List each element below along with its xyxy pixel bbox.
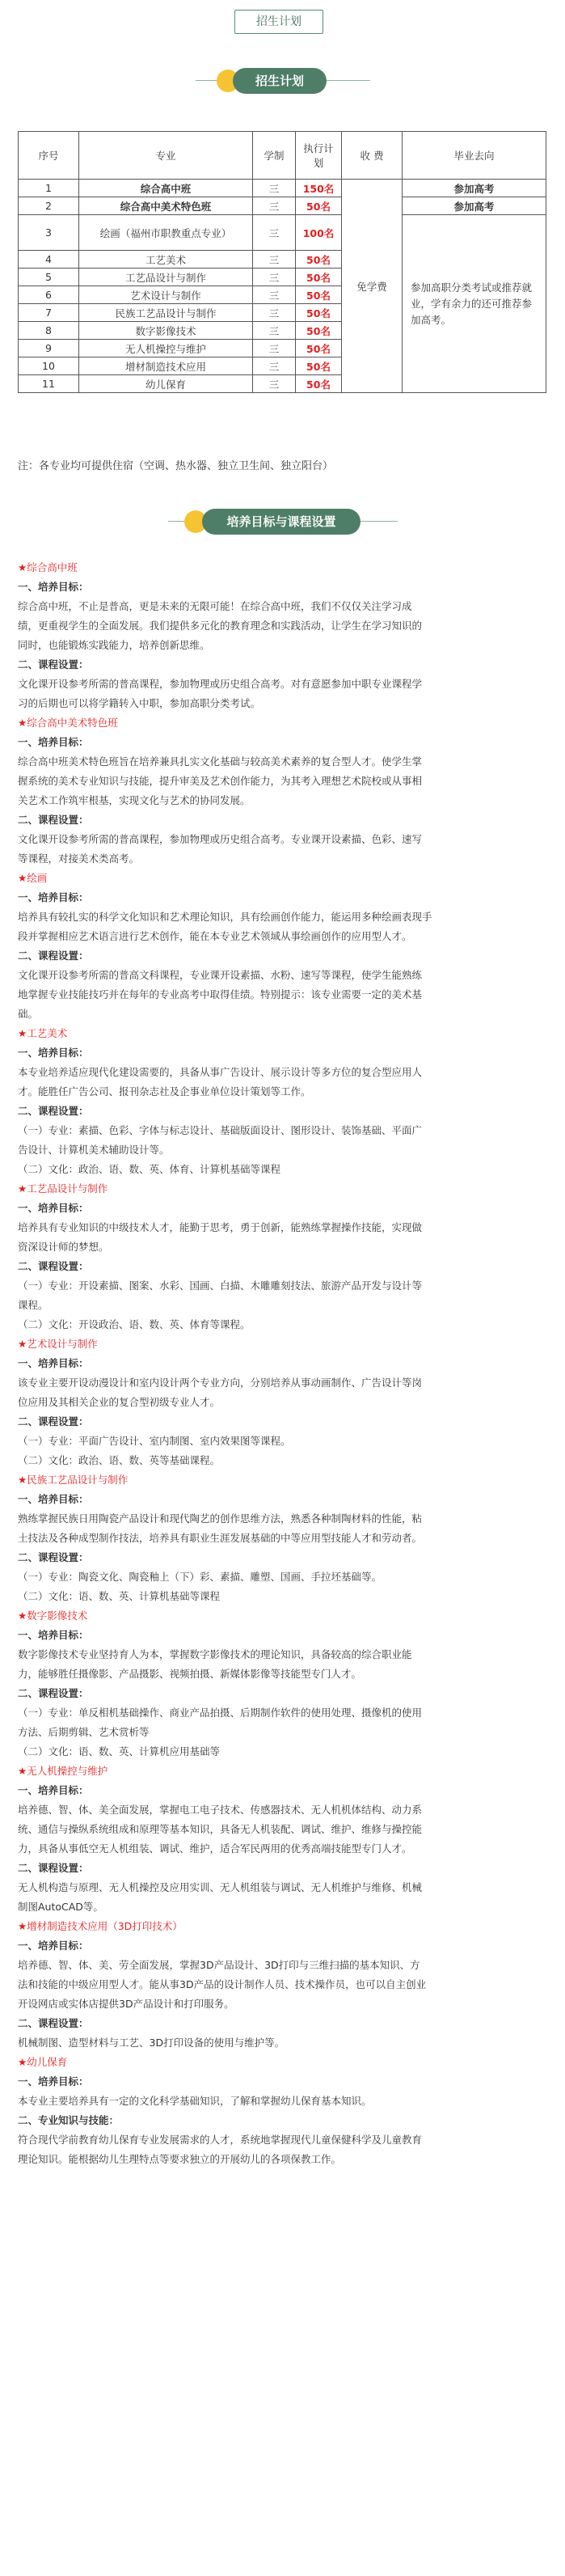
major-heading: ★绘画 xyxy=(18,872,48,884)
cell-major: 艺术设计与制作 xyxy=(79,286,253,304)
body-text: 关艺术工作筑牢根基，实现文化与艺术的协同发展。 xyxy=(18,794,251,806)
block-heading: 一、培养目标： xyxy=(18,1939,89,1952)
cell-major: 无人机操控与维护 xyxy=(79,340,253,357)
cell-number: 6 xyxy=(19,286,79,304)
block-heading: 二、课程设置： xyxy=(18,1687,89,1699)
body-text: 文化课开设参考所需的普高文科课程，专业课开设素描、水粉、速写等课程，使学生能熟练 xyxy=(18,969,423,981)
block-heading: 一、培养目标： xyxy=(18,1493,89,1505)
cell-years: 三 xyxy=(253,286,296,304)
cell-years: 三 xyxy=(253,322,296,340)
block-heading: 一、培养目标： xyxy=(18,2075,89,2087)
cell-number: 3 xyxy=(19,215,79,251)
block-heading: 二、课程设置： xyxy=(18,1260,89,1272)
cell-years: 三 xyxy=(253,197,296,215)
section-header-goals xyxy=(0,505,565,538)
body-text: 位应用及其相关企业的复合型初级专业人才。 xyxy=(18,1396,221,1408)
body-text: 无人机构造与原理、无人机操控及应用实训、无人机组装与调试、无人机维护与维修、机械 xyxy=(18,1881,423,1893)
table-row xyxy=(19,197,546,215)
body-text: 文化课开设参考所需的普高课程，参加物理或历史组合高考。专业课开设素描、色彩、速写 xyxy=(18,833,423,845)
body-text: （一）专业：平面广告设计、室内制图、室内效果图等课程。 xyxy=(18,1435,291,1447)
cell-plan: 50名 xyxy=(296,357,342,375)
col-header: 收 费 xyxy=(342,132,403,180)
block-heading: 二、课程设置： xyxy=(18,1415,89,1428)
section-title: 招生计划 xyxy=(233,68,327,94)
cell-plan: 50名 xyxy=(296,340,342,357)
body-text: 符合现代学前教育幼儿保育专业发展需求的人才，系统地掌握现代儿童保健科学及儿童教育 xyxy=(18,2134,423,2146)
cell-major: 工艺美术 xyxy=(79,251,253,269)
body-text: （二）文化：语、数、英、计算机应用基础等 xyxy=(18,1745,221,1758)
cell-plan: 50名 xyxy=(296,197,342,215)
body-text: （一）专业：开设素描、图案、水彩、国画、白描、木雕雕刻技法、旅游产品开发与设计等 xyxy=(18,1280,423,1292)
block-heading: 一、培养目标： xyxy=(18,1357,89,1369)
body-text: 文化课开设参考所需的普高课程，参加物理或历史组合高考。对有意愿参加中职专业课程学 xyxy=(18,678,423,690)
block-heading: 二、课程设置： xyxy=(18,658,89,670)
body-text: 地掌握专业技能技巧并在每年的专业高考中取得佳绩。特别提示：该专业需要一定的美术基 xyxy=(18,988,423,1000)
body-text: 法和技能的中级应用型人才。能从事3D产品的设计制作人员、技术操作员，也可以自主创业 xyxy=(18,1978,427,1990)
cell-major: 绘画（福州市职教重点专业） xyxy=(79,215,253,251)
body-text: 本专业培养适应现代化建设需要的，具备从事广告设计、展示设计等多方位的复合型应用人 xyxy=(18,1066,423,1078)
cell-major: 数字影像技术 xyxy=(79,322,253,340)
cell-plan: 50名 xyxy=(296,375,342,393)
cell-plan: 50名 xyxy=(296,322,342,340)
cell-plan: 50名 xyxy=(296,251,342,269)
body-text: 土技法及各种成型制作技法，培养具有职业生涯发展基础的中等应用型技能人才和劳动者。 xyxy=(18,1532,423,1544)
cell-major: 工艺品设计与制作 xyxy=(79,269,253,286)
body-text: 培养具有较扎实的科学文化知识和艺术理论知识，具有绘画创作能力，能运用多种绘画表现手 xyxy=(18,911,432,923)
major-heading: ★增材制造技术应用（3D打印技术） xyxy=(18,1920,183,1932)
table-header-row xyxy=(19,132,546,180)
cell-plan: 100名 xyxy=(296,215,342,251)
cell-major: 综合高中班 xyxy=(79,180,253,197)
body-text: 同时，也能锻炼实践能力，培养创新思维。 xyxy=(18,639,210,651)
cell-number: 4 xyxy=(19,251,79,269)
cell-years: 三 xyxy=(253,357,296,375)
body-text: 培养德、智、体、美、劳全面发展，掌握3D产品设计、3D打印与三维扫描的基本知识、方 xyxy=(18,1959,420,1971)
body-text: （二）文化：政治、语、数、英、体育、计算机基础等课程 xyxy=(18,1163,281,1175)
body-text: 力，具备从事低空无人机组装、调试、维护，适合军民两用的优秀高端技能型专门人才。 xyxy=(18,1842,412,1855)
col-header: 执行计划 xyxy=(296,132,342,180)
table-row xyxy=(19,180,546,197)
body-text: 础。 xyxy=(18,1008,39,1020)
cell-number: 7 xyxy=(19,304,79,322)
body-text: 培养德、智、体、美全面发展，掌握电工电子技术、传感器技术、无人机机体结构、动力系 xyxy=(18,1804,423,1816)
body-text: 课程。 xyxy=(18,1299,48,1311)
col-header: 序号 xyxy=(19,132,79,180)
body-text: （一）专业：单反相机基础操作、商业产品拍摄、后期制作软件的使用处理、摄像机的使用 xyxy=(18,1707,423,1719)
body-text: 综合高中班，不止是普高，更是未来的无限可能！在综合高中班，我们不仅仅关注学习成 xyxy=(18,600,412,612)
block-heading: 二、课程设置： xyxy=(18,1862,89,1874)
cell-years: 三 xyxy=(253,304,296,322)
body-text: 理论知识。能根据幼儿生理特点等要求独立的开展幼儿的各项保教工作。 xyxy=(18,2153,342,2165)
body-text: 机械制图、造型材料与工艺、3D打印设备的使用与维护等。 xyxy=(18,2037,285,2049)
major-heading: ★幼儿保育 xyxy=(18,2056,68,2068)
col-header: 学制 xyxy=(253,132,296,180)
cell-years: 三 xyxy=(253,215,296,251)
major-heading: ★综合高中美术特色班 xyxy=(18,717,118,729)
cell-years: 三 xyxy=(253,375,296,393)
cell-years: 三 xyxy=(253,251,296,269)
section-header-plan xyxy=(0,65,565,97)
major-heading: ★综合高中班 xyxy=(18,561,78,573)
major-heading: ★民族工艺品设计与制作 xyxy=(18,1474,129,1486)
major-heading: ★艺术设计与制作 xyxy=(18,1338,98,1350)
col-header: 毕业去向 xyxy=(403,132,546,180)
cell-major: 增材制造技术应用 xyxy=(79,357,253,375)
block-heading: 二、课程设置： xyxy=(18,1551,89,1563)
body-text: 培养具有专业知识的中级技术人才，能勤于思考，勇于创新，能熟练掌握操作技能，实现做 xyxy=(18,1221,423,1233)
col-header: 专业 xyxy=(79,132,253,180)
major-heading: ★数字影像技术 xyxy=(18,1609,88,1622)
section-title: 培养目标与课程设置 xyxy=(202,509,361,535)
block-heading: 一、培养目标： xyxy=(18,1202,89,1214)
body-text: 该专业主要开设动漫设计和室内设计两个专业方向，分别培养从事动画制作、广告设计等岗 xyxy=(18,1377,423,1389)
cell-number: 9 xyxy=(19,340,79,357)
body-text: 等课程，对接美术类高考。 xyxy=(18,852,140,865)
block-heading: 一、培养目标： xyxy=(18,891,89,903)
cell-destination: 参加高考 xyxy=(403,197,546,215)
body-text: 综合高中班美术特色班旨在培养兼具扎实文化基础与较高美术素养的复合型人才。使学生掌 xyxy=(18,755,423,768)
body-text: （二）文化：开设政治、语、数、英、体育等课程。 xyxy=(18,1318,251,1330)
body-text: 告设计、计算机美术辅助设计等。 xyxy=(18,1144,170,1156)
top-tag: 招生计划 xyxy=(234,10,323,34)
body-text: 本专业主要培养具有一定的文化科学基础知识，了解和掌握幼儿保育基本知识。 xyxy=(18,2095,372,2107)
cell-plan: 50名 xyxy=(296,269,342,286)
block-heading: 一、培养目标： xyxy=(18,1784,89,1796)
cell-plan: 50名 xyxy=(296,304,342,322)
cell-plan: 50名 xyxy=(296,286,342,304)
cell-years: 三 xyxy=(253,269,296,286)
cell-number: 1 xyxy=(19,180,79,197)
body-text: 才。能胜任广告公司、报刊杂志社及企事业单位设计策划等工作。 xyxy=(18,1085,311,1098)
block-heading: 一、培养目标： xyxy=(18,581,89,593)
block-heading: 二、课程设置： xyxy=(18,1105,89,1117)
cell-plan: 150名 xyxy=(296,180,342,197)
cell-fee: 免学费 xyxy=(342,180,403,393)
body-text: 方法、后期剪辑、艺术赏析等 xyxy=(18,1726,150,1738)
course-content xyxy=(18,558,548,2169)
cell-number: 5 xyxy=(19,269,79,286)
body-text: （二）文化：语、数、英、计算机基础等课程 xyxy=(18,1590,221,1602)
cell-number: 2 xyxy=(19,197,79,215)
major-heading: ★工艺品设计与制作 xyxy=(18,1182,108,1195)
cell-number: 10 xyxy=(19,357,79,375)
cell-years: 三 xyxy=(253,340,296,357)
cell-number: 11 xyxy=(19,375,79,393)
cell-destination: 参加高职分类考试或推荐就业，学有余力的还可推荐参加高考。 xyxy=(403,215,546,393)
body-text: 习的后期也可以将学籍转入中职，参加高职分类考试。 xyxy=(18,697,261,709)
body-text: （二）文化：政治、语、数、英等基础课程。 xyxy=(18,1454,221,1466)
cell-years: 三 xyxy=(253,180,296,197)
block-heading: 一、培养目标： xyxy=(18,1629,89,1641)
table-row xyxy=(19,215,546,251)
body-text: 统、通信与操纵系统组成和原理等基本知识，具备无人机装配、调试、维护、维修与操控能 xyxy=(18,1823,423,1835)
body-text: 力，能够胜任摄像影、产品摄影、视频拍摄、新媒体影像等技能型专门人才。 xyxy=(18,1668,362,1680)
body-text: 段并掌握相应艺术语言进行艺术创作，能在本专业艺术领域从事绘画创作的应用型人才。 xyxy=(18,930,412,942)
body-text: 数字影像技术专业坚持育人为本，掌握数字影像技术的理论知识，具备较高的综合职业能 xyxy=(18,1648,412,1660)
body-text: 开设网店或实体店提供3D产品设计和打印服务。 xyxy=(18,1998,234,2010)
body-text: （一）专业：素描、色彩、字体与标志设计、基础版面设计、图形设计、装饰基础、平面广 xyxy=(18,1124,423,1136)
cell-major: 幼儿保育 xyxy=(79,375,253,393)
cell-major: 综合高中美术特色班 xyxy=(79,197,253,215)
block-heading: 二、课程设置： xyxy=(18,814,89,826)
block-heading: 二、课程设置： xyxy=(18,950,89,962)
block-heading: 二、课程设置： xyxy=(18,2017,89,2029)
body-text: 资深设计师的梦想。 xyxy=(18,1241,109,1253)
major-heading: ★无人机操控与维护 xyxy=(18,1765,108,1777)
body-text: 制图AutoCAD等。 xyxy=(18,1901,103,1913)
enrollment-table xyxy=(18,131,546,393)
body-text: 绩，更重视学生的全面发展。我们提供多元化的教育理念和实践活动，让学生在学习知识的 xyxy=(18,620,423,632)
body-text: 握系统的美术专业知识与技能，提升审美及艺术创作能力，为其考入理想艺术院校或从事相 xyxy=(18,775,423,787)
block-heading: 一、培养目标： xyxy=(18,736,89,748)
major-heading: ★工艺美术 xyxy=(18,1027,68,1039)
block-heading: 二、专业知识与技能： xyxy=(18,2114,120,2126)
block-heading: 一、培养目标： xyxy=(18,1047,89,1059)
body-text: （一）专业：陶瓷文化、陶瓷釉上（下）彩、素描、雕塑、国画、手拉坯基础等。 xyxy=(18,1571,382,1583)
cell-number: 8 xyxy=(19,322,79,340)
body-text: 熟练掌握民族日用陶瓷产品设计和现代陶艺的创作思维方法，熟悉各种制陶材料的性能，粘 xyxy=(18,1512,423,1525)
table-note: 注：各专业均可提供住宿（空调、热水器、独立卫生间、独立阳台） xyxy=(18,460,334,472)
cell-destination: 参加高考 xyxy=(403,180,546,197)
cell-major: 民族工艺品设计与制作 xyxy=(79,304,253,322)
